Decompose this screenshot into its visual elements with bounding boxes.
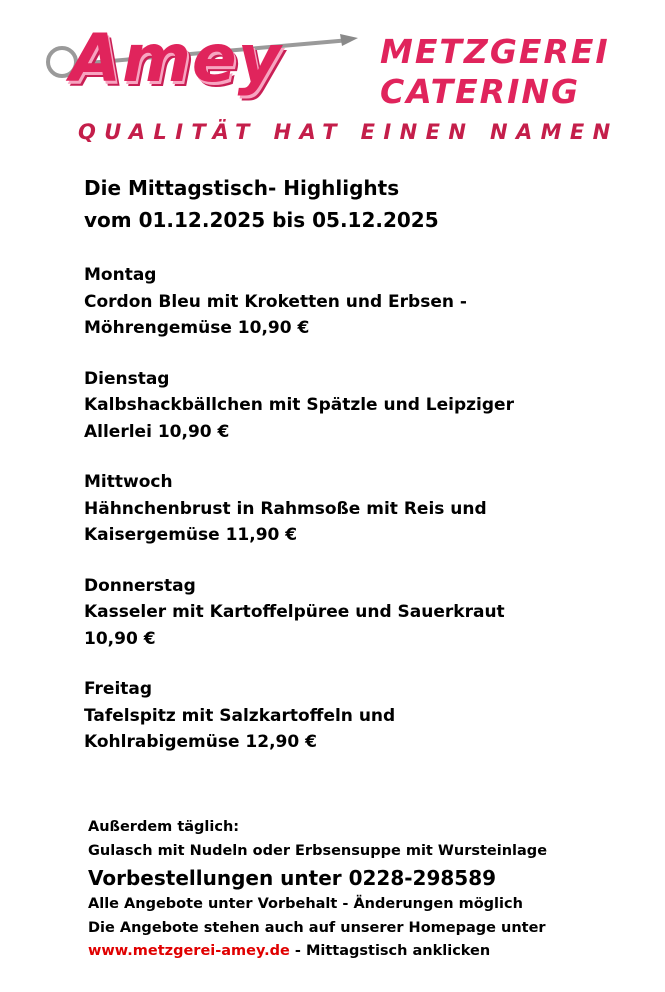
disclaimer: Alle Angebote unter Vorbehalt - Änderungen möglich [88,896,523,912]
header [0,0,665,160]
menu-date-range: vom 01.12.2025 bis 05.12.2025 [84,208,439,232]
day-monday [84,262,644,342]
dish-line: Kalbshackbällchen mit Spätzle und Leipziger [84,395,514,415]
day-tuesday [84,366,644,446]
brand-catering: CATERING [380,72,581,111]
day-friday [84,676,644,756]
dish-line: Cordon Bleu mit Kroketten und Erbsen - [84,291,467,312]
day-thursday [84,573,644,653]
day-name: Montag [84,265,157,285]
slogan: QUALITÄT HAT EINEN NAMEN [78,120,619,144]
brand-metzgerei: METZGEREI [380,32,610,71]
menu-content [84,172,644,780]
day-name: Dienstag [84,368,170,389]
menu-title: Die Mittagstisch- Highlights [84,176,400,200]
website-line [88,940,648,964]
dish-line: Kohlrabigemüse 12,90 € [84,732,317,752]
website-suffix: - Mittagstisch anklicken [289,943,491,959]
logo-wordmark: Amey [70,20,282,97]
dish-line: 10,90 € [84,628,156,649]
dish-line: Kaisergemüse 11,90 € [84,525,298,545]
day-name: Freitag [84,679,153,699]
preorder-phone: Vorbestellungen unter 0228-298589 [88,866,497,890]
dish-line: Hähnchenbrust in Rahmsoße mit Reis und [84,498,487,519]
footer [88,816,648,964]
extra-items: Gulasch mit Nudeln oder Erbsensuppe mit Wursteinlage [88,842,548,859]
homepage-note: Die Angebote stehen auch auf unserer Homepage unter [88,919,546,936]
day-name: Donnerstag [84,575,196,596]
day-list [84,262,644,756]
day-wednesday [84,469,644,549]
dish-line: Möhrengemüse 10,90 € [84,318,310,338]
website-link[interactable]: www.metzgerei-amey.de [88,943,290,959]
extra-label: Außerdem täglich: [88,819,240,835]
dish-line: Tafelspitz mit Salzkartoffeln und [84,705,396,726]
dish-line: Allerlei 10,90 € [84,421,230,442]
dish-line: Kasseler mit Kartoffelpüree und Sauerkraut [84,602,505,622]
day-name: Mittwoch [84,472,173,492]
